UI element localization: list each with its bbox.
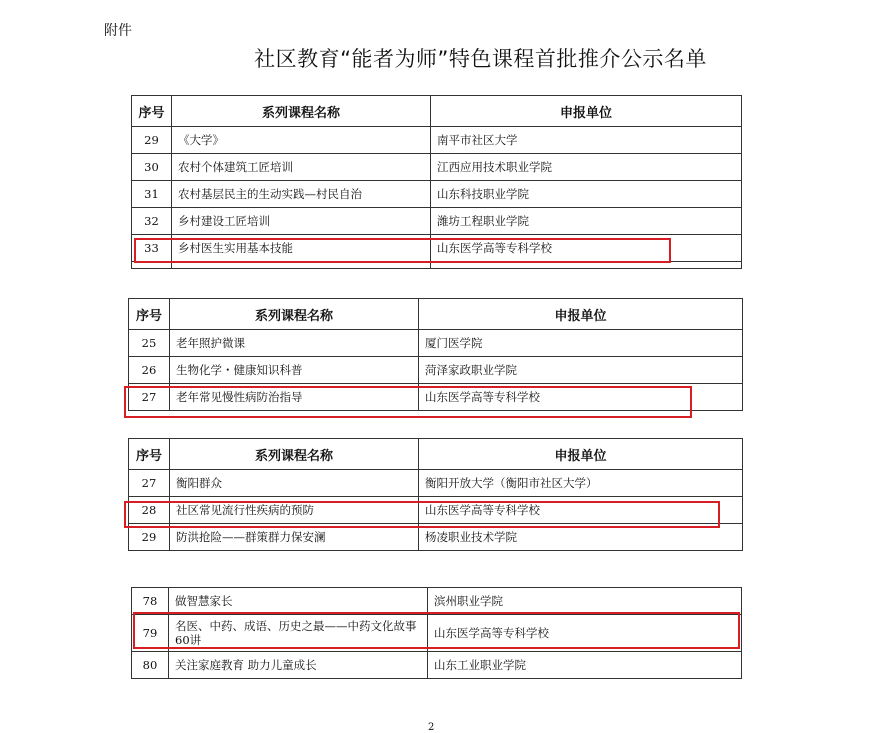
course-table-3: [128, 438, 743, 551]
row-unit: 南平市社区大学: [431, 127, 742, 154]
row-no: 31: [132, 181, 172, 208]
row-course: 名医、中药、成语、历史之最——中药文化故事60讲: [169, 615, 428, 652]
row-no: 32: [132, 208, 172, 235]
row-unit: 江西应用技术职业学院: [431, 154, 742, 181]
row-no: 27: [129, 384, 170, 411]
row-unit: 山东医学高等专科学校: [419, 384, 743, 411]
row-unit: 杨凌职业技术学院: [419, 524, 743, 551]
page-title: 社区教育“能者为师”特色课程首批推介公示名单: [254, 47, 707, 71]
row-no: 30: [132, 154, 172, 181]
table-row: [129, 470, 743, 497]
table-row: [129, 330, 743, 357]
row-no: 33: [132, 235, 172, 262]
row-course: 生物化学・健康知识科普: [170, 357, 419, 384]
table-header-row: [129, 439, 743, 470]
col-header-course: 系列课程名称: [170, 299, 419, 330]
table-row: [132, 208, 742, 235]
attachment-label: 附件: [104, 23, 132, 39]
row-unit: 山东工业职业学院: [428, 652, 742, 679]
col-header-no: 序号: [129, 439, 170, 470]
row-course: 防洪抢险——群策群力保安澜: [170, 524, 419, 551]
row-no: 27: [129, 470, 170, 497]
row-no: 80: [132, 652, 169, 679]
table-row: [132, 127, 742, 154]
row-course: 衡阳群众: [170, 470, 419, 497]
row-no: 29: [132, 127, 172, 154]
row-unit: 山东科技职业学院: [431, 181, 742, 208]
col-header-course: 系列课程名称: [170, 439, 419, 470]
row-course: 《大学》: [172, 127, 431, 154]
row-course: 老年常见慢性病防治指导: [170, 384, 419, 411]
col-header-course: 系列课程名称: [172, 96, 431, 127]
row-unit: 厦门医学院: [419, 330, 743, 357]
highlight-box: [133, 612, 740, 649]
row-course: 乡村医生实用基本技能: [172, 235, 431, 262]
col-header-unit: 申报单位: [431, 96, 742, 127]
row-no: 26: [129, 357, 170, 384]
row-no: 78: [132, 588, 169, 615]
col-header-no: 序号: [129, 299, 170, 330]
table-row: [129, 357, 743, 384]
row-course: 关注家庭教育 助力儿童成长: [169, 652, 428, 679]
row-unit: 菏泽家政职业学院: [419, 357, 743, 384]
row-course: 农村基层民主的生动实践—村民自治: [172, 181, 431, 208]
row-unit: 山东医学高等专科学校: [431, 235, 742, 262]
row-no: 29: [129, 524, 170, 551]
row-course: 做智慧家长: [169, 588, 428, 615]
row-unit: 山东医学高等专科学校: [419, 497, 743, 524]
row-unit: 山东医学高等专科学校: [428, 615, 742, 652]
row-course: 社区常见流行性疾病的预防: [170, 497, 419, 524]
row-no: 28: [129, 497, 170, 524]
highlight-box: [124, 386, 692, 418]
row-unit: 衡阳开放大学（衡阳市社区大学）: [419, 470, 743, 497]
col-header-unit: 申报单位: [419, 439, 743, 470]
table-row: [132, 652, 742, 679]
table-row: [132, 181, 742, 208]
page-number: 2: [428, 722, 435, 733]
col-header-no: 序号: [132, 96, 172, 127]
table-row: [132, 154, 742, 181]
row-unit: 滨州职业学院: [428, 588, 742, 615]
table-header-row: [129, 299, 743, 330]
highlight-box: [124, 501, 720, 528]
row-course: 乡村建设工匠培训: [172, 208, 431, 235]
row-course: 老年照护微课: [170, 330, 419, 357]
row-course: 农村个体建筑工匠培训: [172, 154, 431, 181]
col-header-unit: 申报单位: [419, 299, 743, 330]
table-row: [132, 588, 742, 615]
table-header-row: [132, 96, 742, 127]
row-unit: 潍坊工程职业学院: [431, 208, 742, 235]
row-no: 79: [132, 615, 169, 652]
highlight-box: [134, 238, 671, 263]
row-no: 25: [129, 330, 170, 357]
